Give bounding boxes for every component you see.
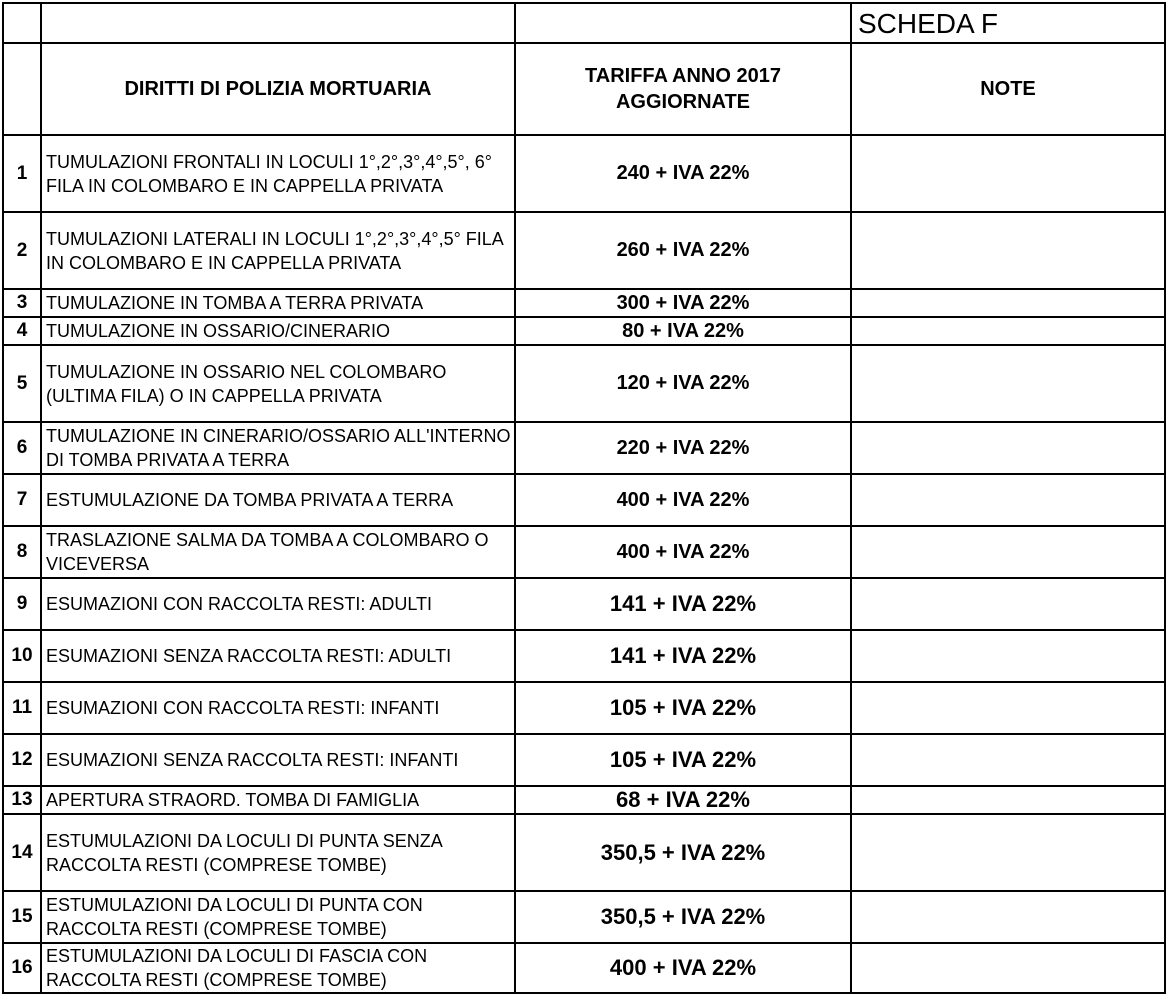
- table-row: [3, 630, 1165, 682]
- column-header-tariff: [515, 43, 851, 135]
- row-note: [851, 578, 1165, 630]
- empty-cell: [3, 3, 41, 43]
- row-description: ESUMAZIONI SENZA RACCOLTA RESTI: INFANTI: [41, 734, 515, 786]
- row-note: [851, 474, 1165, 526]
- row-description: TUMULAZIONI FRONTALI IN LOCULI 1°,2°,3°,4°,5°, 6° FILA IN COLOMBARO E IN CAPPELLA PRIVATA: [41, 135, 515, 212]
- row-note: [851, 422, 1165, 474]
- row-tariff: 141 + IVA 22%: [515, 578, 851, 630]
- row-tariff: 220 + IVA 22%: [515, 422, 851, 474]
- tariff-table: [2, 2, 1166, 994]
- row-tariff: 400 + IVA 22%: [515, 943, 851, 993]
- row-tariff: 105 + IVA 22%: [515, 734, 851, 786]
- table-row: [3, 289, 1165, 317]
- table-row: [3, 734, 1165, 786]
- row-note: [851, 734, 1165, 786]
- row-number: 7: [3, 474, 41, 526]
- row-description: ESUMAZIONI CON RACCOLTA RESTI: ADULTI: [41, 578, 515, 630]
- row-tariff: 68 + IVA 22%: [515, 786, 851, 814]
- row-note: [851, 135, 1165, 212]
- row-note: [851, 786, 1165, 814]
- row-description: ESUMAZIONI CON RACCOLTA RESTI: INFANTI: [41, 682, 515, 734]
- row-tariff: 350,5 + IVA 22%: [515, 891, 851, 943]
- row-tariff: 350,5 + IVA 22%: [515, 814, 851, 891]
- row-number: 14: [3, 814, 41, 891]
- row-note: [851, 943, 1165, 993]
- table-row: [3, 317, 1165, 345]
- row-description: ESTUMULAZIONE DA TOMBA PRIVATA A TERRA: [41, 474, 515, 526]
- table-row: [3, 891, 1165, 943]
- row-number: 3: [3, 289, 41, 317]
- row-description: TUMULAZIONE IN CINERARIO/OSSARIO ALL'INTERNO DI TOMBA PRIVATA A TERRA: [41, 422, 515, 474]
- row-description: TUMULAZIONE IN TOMBA A TERRA PRIVATA: [41, 289, 515, 317]
- table-row: [3, 474, 1165, 526]
- row-note: [851, 212, 1165, 289]
- row-note: [851, 891, 1165, 943]
- row-description: TUMULAZIONE IN OSSARIO/CINERARIO: [41, 317, 515, 345]
- table-row: [3, 786, 1165, 814]
- tariff-header-line1: TARIFFA ANNO 2017: [585, 65, 781, 87]
- row-number: 2: [3, 212, 41, 289]
- row-tariff: 240 + IVA 22%: [515, 135, 851, 212]
- row-tariff: 80 + IVA 22%: [515, 317, 851, 345]
- row-description: TRASLAZIONE SALMA DA TOMBA A COLOMBARO O VICEVERSA: [41, 526, 515, 578]
- row-note: [851, 630, 1165, 682]
- row-note: [851, 317, 1165, 345]
- row-note: [851, 345, 1165, 422]
- row-number: 10: [3, 630, 41, 682]
- row-note: [851, 289, 1165, 317]
- row-note: [851, 814, 1165, 891]
- row-number: 12: [3, 734, 41, 786]
- row-description: ESTUMULAZIONI DA LOCULI DI PUNTA CON RACCOLTA RESTI (COMPRESE TOMBE): [41, 891, 515, 943]
- row-note: [851, 526, 1165, 578]
- row-description: APERTURA STRAORD. TOMBA DI FAMIGLIA: [41, 786, 515, 814]
- row-tariff: 400 + IVA 22%: [515, 526, 851, 578]
- scheda-row: [3, 3, 1165, 43]
- scheda-label: SCHEDA F: [851, 3, 1165, 43]
- row-description: TUMULAZIONE IN OSSARIO NEL COLOMBARO (ULTIMA FILA) O IN CAPPELLA PRIVATA: [41, 345, 515, 422]
- row-note: [851, 682, 1165, 734]
- row-tariff: 141 + IVA 22%: [515, 630, 851, 682]
- row-number: 13: [3, 786, 41, 814]
- empty-cell: [515, 3, 851, 43]
- table-row: [3, 212, 1165, 289]
- table-row: [3, 943, 1165, 993]
- row-number: 1: [3, 135, 41, 212]
- row-tariff: 400 + IVA 22%: [515, 474, 851, 526]
- row-description: ESTUMULAZIONI DA LOCULI DI PUNTA SENZA RACCOLTA RESTI (COMPRESE TOMBE): [41, 814, 515, 891]
- table-row: [3, 578, 1165, 630]
- row-tariff: 300 + IVA 22%: [515, 289, 851, 317]
- row-description: ESUMAZIONI SENZA RACCOLTA RESTI: ADULTI: [41, 630, 515, 682]
- table-row: [3, 814, 1165, 891]
- empty-cell: [3, 43, 41, 135]
- row-number: 5: [3, 345, 41, 422]
- row-number: 15: [3, 891, 41, 943]
- table-row: [3, 135, 1165, 212]
- row-number: 6: [3, 422, 41, 474]
- table-row: [3, 345, 1165, 422]
- table-row: [3, 682, 1165, 734]
- row-number: 9: [3, 578, 41, 630]
- row-tariff: 260 + IVA 22%: [515, 212, 851, 289]
- row-number: 8: [3, 526, 41, 578]
- row-description: ESTUMULAZIONI DA LOCULI DI FASCIA CON RACCOLTA RESTI (COMPRESE TOMBE): [41, 943, 515, 993]
- header-row: [3, 43, 1165, 135]
- row-number: 11: [3, 682, 41, 734]
- tariff-header-line2: AGGIORNATE: [615, 91, 751, 113]
- row-number: 4: [3, 317, 41, 345]
- row-number: 16: [3, 943, 41, 993]
- column-header-description: DIRITTI DI POLIZIA MORTUARIA: [41, 43, 515, 135]
- column-header-notes: NOTE: [851, 43, 1165, 135]
- table-row: [3, 422, 1165, 474]
- row-description: TUMULAZIONI LATERALI IN LOCULI 1°,2°,3°,4°,5° FILA IN COLOMBARO E IN CAPPELLA PRIVATA: [41, 212, 515, 289]
- empty-cell: [41, 3, 515, 43]
- row-tariff: 120 + IVA 22%: [515, 345, 851, 422]
- row-tariff: 105 + IVA 22%: [515, 682, 851, 734]
- table-row: [3, 526, 1165, 578]
